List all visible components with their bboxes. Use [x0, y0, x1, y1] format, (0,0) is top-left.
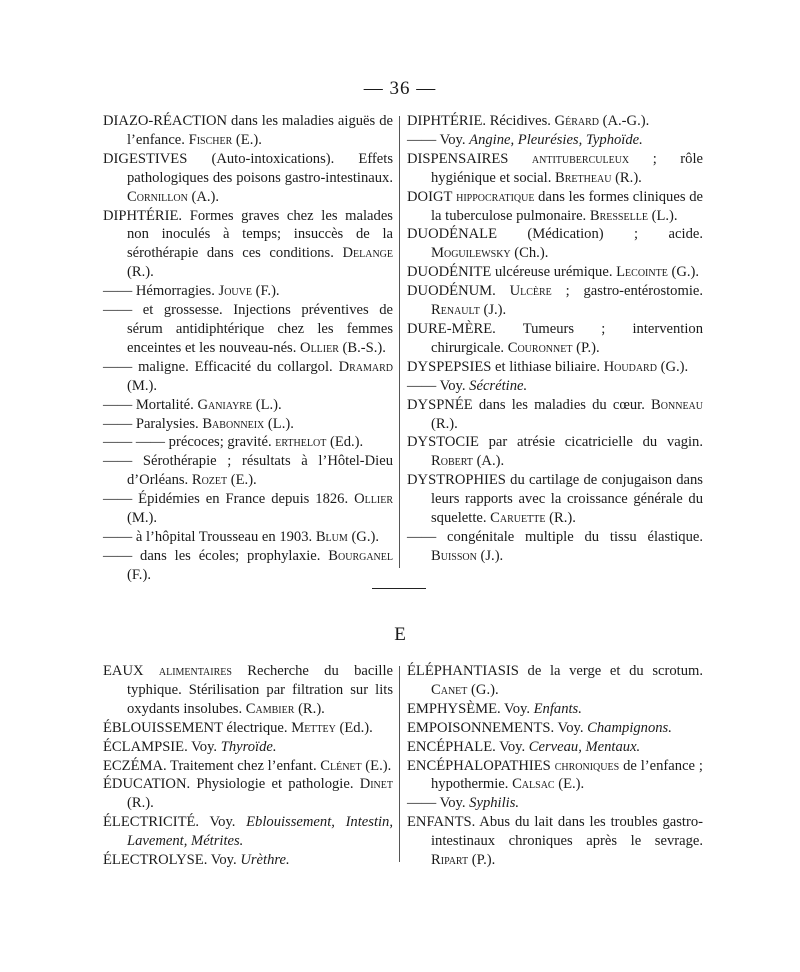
entry-author: Caruette	[490, 510, 546, 527]
index-entry	[407, 757, 703, 795]
entry-text: congénitale multiple du tissu élastique.	[436, 528, 703, 545]
entry-author: Dinet	[359, 776, 393, 793]
entry-author: hippocratique	[452, 188, 535, 205]
left-column	[103, 112, 393, 585]
entry-text: (L.).	[252, 396, 282, 413]
entry-heading: DIAZO-RÉACTION	[103, 113, 228, 129]
index-entry	[103, 358, 393, 396]
entry-heading: ÉLECTRICITÉ.	[103, 814, 200, 831]
index-entry	[407, 471, 703, 528]
entry-author: Dramard	[338, 358, 393, 375]
entry-heading: EAUX	[103, 663, 144, 679]
index-entry	[407, 188, 703, 226]
entry-author: Calsac	[512, 776, 555, 793]
entry-author: Jouve	[218, 283, 252, 300]
entry-text: dans les écoles; prophylaxie.	[132, 547, 329, 564]
index-entry	[407, 700, 703, 719]
index-entry	[103, 719, 393, 738]
entry-text: (G.).	[667, 264, 700, 281]
index-entry	[103, 757, 393, 776]
entry-text: (R.).	[545, 510, 576, 527]
column-divider	[399, 666, 400, 862]
entry-text: (A.).	[472, 453, 505, 470]
entry-text: (E.).	[554, 776, 585, 793]
index-entry	[103, 851, 393, 870]
entry-heading: DURE-MÈRE.	[407, 320, 496, 337]
index-entry	[407, 263, 703, 282]
index-entry	[407, 662, 703, 700]
index-entry	[103, 528, 393, 547]
entry-text: et lithiase biliaire.	[491, 358, 604, 375]
entry-cross-reference: Angine, Pleurésies, Typhoïde.	[469, 131, 643, 148]
entry-heading: ÉLÉPHANTIASIS	[407, 663, 519, 679]
entry-cross-reference: Enfants.	[533, 700, 582, 717]
index-entry	[103, 813, 393, 851]
entry-author: antituberculeux	[508, 150, 630, 167]
entry-text: de la verge et du scrotum.	[518, 663, 703, 679]
entry-heading: DYSTOCIE	[407, 434, 479, 451]
entry-text: dans les maladies du cœur.	[472, 396, 652, 413]
entry-heading: DYSTROPHIES	[407, 472, 506, 489]
entry-dash: ——	[103, 302, 133, 319]
entry-text: Traitement chez l’enfant.	[166, 757, 321, 774]
entry-text: (P.).	[468, 852, 496, 869]
entry-text: Hémorragies.	[132, 283, 219, 300]
entry-heading: DUODÉNALE	[407, 226, 497, 243]
entry-text: Récidives.	[486, 113, 555, 129]
entry-text: Paralysies.	[132, 415, 203, 432]
entry-text: précoces; gravité.	[165, 434, 276, 451]
entry-text: Voy.	[500, 700, 534, 717]
entry-heading: DIPHTÉRIE.	[103, 207, 183, 224]
entry-author: alimentaires	[143, 663, 232, 679]
entry-author: Fischer	[188, 131, 233, 148]
entry-text: (B.-S.).	[338, 339, 386, 356]
right-column	[407, 112, 703, 566]
index-entry	[103, 207, 393, 283]
entry-author: Bresselle	[589, 207, 648, 224]
entry-dash: ——	[103, 358, 133, 375]
entry-text: (A.-G.).	[598, 113, 650, 129]
entry-text: (M.).	[127, 510, 157, 527]
right-column	[407, 662, 703, 870]
entry-text: (G.).	[467, 681, 499, 698]
entry-text: dans les formes cliniques de la tuberculose pulmonaire.	[431, 188, 703, 224]
entry-cross-reference: Sécrétine.	[469, 377, 528, 394]
entry-text: (P.).	[572, 339, 600, 356]
entry-cross-reference: Syphilis.	[469, 795, 520, 812]
entry-dash: ——	[103, 283, 133, 300]
entry-text: (E.).	[227, 472, 257, 489]
entry-author: Ollier	[300, 339, 339, 356]
entry-author: Cornillon	[127, 188, 188, 205]
entry-heading: DIGESTIVES	[103, 150, 188, 167]
entry-text: Voy.	[436, 795, 470, 812]
entry-text: Voy.	[554, 719, 588, 736]
entry-text: (G.).	[656, 358, 689, 375]
entry-text: Abus du lait dans les troubles gastro-intestinaux chroniques après le sevrage.	[431, 814, 703, 850]
entry-text: Voy.	[199, 814, 247, 831]
entry-author: Blum	[315, 528, 348, 545]
entry-author: Gérard	[554, 113, 599, 129]
entry-heading: ENFANTS.	[407, 814, 476, 831]
entry-text: (M.).	[127, 377, 157, 394]
entry-heading: DUODÉNITE	[407, 264, 492, 281]
column-divider	[399, 116, 400, 568]
entry-text: à l’hôpital Trousseau en 1903.	[132, 528, 316, 545]
index-entry	[103, 433, 393, 452]
entry-text: Voy.	[207, 852, 241, 869]
entry-cross-reference: Urèthre.	[240, 852, 290, 869]
entry-author: Buisson	[431, 547, 477, 564]
entry-text: (G.).	[347, 528, 380, 545]
entry-heading: DYSPNÉE	[407, 396, 473, 413]
entry-dash: ——	[103, 396, 133, 413]
page-number: — 36 —	[363, 78, 437, 99]
entry-dash: ——	[407, 131, 437, 148]
index-entry	[407, 738, 703, 757]
entry-text: ; gastro-entérostomie.	[551, 283, 704, 300]
entry-dash: ——	[407, 528, 437, 545]
entry-text: (F.).	[251, 283, 280, 300]
entry-text: Recherche du bacille typhique. Stérilisation par filtration sur lits oxydants insolubes.	[127, 663, 393, 717]
entry-text: (E.).	[232, 131, 262, 148]
entry-author: Ollier	[354, 491, 393, 508]
index-entry	[103, 738, 393, 757]
entry-text: et grossesse. Injections préventives de sérum antidiphtérique chez les femmes enceintes et les nouveau-nés.	[127, 302, 393, 356]
entry-heading: ENCÉPHALE.	[407, 738, 496, 755]
entry-heading: DISPENSAIRES	[407, 150, 509, 167]
index-entry	[407, 719, 703, 738]
entry-author: Ulcère	[495, 283, 552, 300]
entry-dash: ——	[103, 415, 133, 432]
entry-text: Voy.	[436, 131, 470, 148]
index-entry	[407, 131, 703, 150]
entry-text: Voy.	[495, 738, 529, 755]
entry-author: Ripart	[431, 852, 469, 869]
index-entry	[103, 490, 393, 528]
entry-author: Bretheau	[555, 169, 612, 186]
entry-dash: ——	[103, 491, 133, 508]
entry-text: (Ed.).	[326, 434, 364, 451]
entry-author: Mettey	[291, 719, 336, 736]
entry-heading: EMPHYSÈME.	[407, 700, 501, 717]
entry-dash: ——	[103, 547, 133, 564]
entry-cross-reference: Thyroïde.	[220, 738, 277, 755]
section-letter: E	[394, 624, 406, 645]
index-entry	[103, 301, 393, 358]
index-entry	[103, 662, 393, 719]
entry-text: (Ed.).	[335, 719, 373, 736]
entry-author: Renault	[431, 302, 480, 319]
entry-text: de l’enfance ; hypothermie.	[431, 757, 703, 793]
entry-author: Lecointe	[616, 264, 668, 281]
entry-heading: ENCÉPHALOPATHIES	[407, 757, 551, 774]
index-entry	[103, 150, 393, 207]
index-entry	[407, 320, 703, 358]
entry-text: (R.).	[431, 415, 458, 432]
entry-text: (L.).	[264, 415, 294, 432]
entry-author: Cambier	[245, 700, 295, 717]
entry-text: (R.).	[611, 169, 642, 186]
entry-author: Couronnet	[507, 339, 573, 356]
entry-text: Voy.	[436, 377, 470, 394]
entry-heading: EMPOISONNEMENTS.	[407, 719, 555, 736]
entry-text: (A.).	[187, 188, 220, 205]
entry-text: Mortalité.	[132, 396, 198, 413]
entry-text: (Médication) ; acide.	[496, 226, 703, 243]
entry-text: Tumeurs ; intervention chirurgicale.	[431, 320, 703, 356]
section-divider	[372, 588, 426, 589]
entry-text: par atrésie cicatricielle du vagin.	[478, 434, 703, 451]
entry-text: Formes graves chez les malades non inoculés à temps; insuccès de la sérothérapie dans ces conditions.	[127, 207, 393, 262]
entry-heading: ÉBLOUISSEMENT	[103, 719, 223, 736]
index-entry	[407, 225, 703, 263]
entry-author: Canet	[431, 681, 468, 698]
entry-text: (R.).	[294, 700, 325, 717]
entry-heading: DYSPEPSIES	[407, 358, 492, 375]
index-entry	[103, 282, 393, 301]
entry-text: ulcéreuse urémique.	[491, 264, 617, 281]
entry-author: Houdard	[603, 358, 657, 375]
entry-text: maligne. Efficacité du collargol.	[132, 358, 339, 375]
index-entry	[407, 377, 703, 396]
entry-text: (E.).	[361, 757, 392, 774]
entry-text: (Ch.).	[510, 245, 549, 262]
entry-text: (Auto-intoxications). Effets pathologiques des poisons gastro-intestinaux.	[127, 150, 393, 186]
entry-dash: ——	[407, 377, 437, 394]
entry-heading: DIPHTÉRIE.	[407, 113, 487, 129]
entry-heading: ÉCLAMPSIE.	[103, 738, 188, 755]
index-entry	[103, 415, 393, 434]
entry-heading: DUODÉNUM.	[407, 283, 496, 300]
index-entry	[407, 112, 703, 131]
entry-text: (R.).	[127, 795, 154, 812]
entry-author: Ganiayre	[197, 396, 253, 413]
entry-author: Rozet	[191, 472, 228, 489]
index-entry	[407, 794, 703, 813]
entry-text: Voy.	[187, 738, 221, 755]
entry-heading: DOIGT	[407, 188, 453, 205]
entry-author: Clénet	[320, 757, 362, 774]
index-entry	[407, 528, 703, 566]
entry-cross-reference: Champignons.	[587, 719, 672, 736]
entry-heading: ECZÉMA.	[103, 757, 167, 774]
left-column	[103, 662, 393, 870]
index-entry	[103, 547, 393, 585]
entry-author: erthelot	[275, 434, 327, 451]
entry-text: (J.).	[476, 547, 504, 564]
entry-text: du cartilage de conjugaison dans leurs rapports avec la croissance générale du squelette.	[431, 472, 703, 527]
entry-author: Delange	[342, 245, 393, 262]
entry-author: Moguilewsky	[431, 245, 511, 262]
index-entry	[407, 396, 703, 434]
entry-author: Babonneix	[202, 415, 265, 432]
entry-text: (L.).	[647, 207, 678, 224]
entry-dash: ——	[407, 795, 437, 812]
entry-dash: ——	[103, 528, 133, 545]
entry-text: dans les maladies aiguës de l’enfance.	[127, 113, 393, 148]
entry-heading: ÉLECTROLYSE.	[103, 852, 208, 869]
index-entry	[407, 282, 703, 320]
entry-text: Sérothérapie ; résultats à l’Hôtel-Dieu d’Orléans.	[127, 453, 393, 489]
entry-dash: —— ——	[103, 434, 166, 451]
entry-text: (J.).	[479, 302, 507, 319]
index-entry	[407, 150, 703, 188]
entry-text: (F.).	[127, 566, 151, 583]
entry-author: Bonneau	[651, 396, 703, 413]
entry-heading: ÉDUCATION.	[103, 776, 191, 793]
entry-text: ; rôle hygiénique et social.	[431, 150, 703, 186]
entry-author: chroniques	[550, 757, 620, 774]
entry-text: électrique.	[222, 719, 292, 736]
entry-dash: ——	[103, 453, 133, 470]
entry-text: Épidémies en France depuis 1826.	[132, 491, 355, 508]
index-entry	[103, 452, 393, 490]
index-entry	[407, 358, 703, 377]
index-entry	[103, 396, 393, 415]
entry-cross-reference: Cerveau, Mentaux.	[528, 738, 641, 755]
index-entry	[103, 775, 393, 813]
index-entry	[407, 433, 703, 471]
entry-text: Physiologie et pathologie.	[190, 776, 360, 793]
index-entry	[407, 813, 703, 870]
entry-author: Robert	[431, 453, 473, 470]
entry-author: Bourganel	[328, 547, 393, 564]
index-entry	[103, 112, 393, 150]
entry-text: (R.).	[127, 264, 154, 281]
entry-cross-reference: Eblouissement, Intestin, Lavement, Métrites.	[127, 814, 393, 850]
